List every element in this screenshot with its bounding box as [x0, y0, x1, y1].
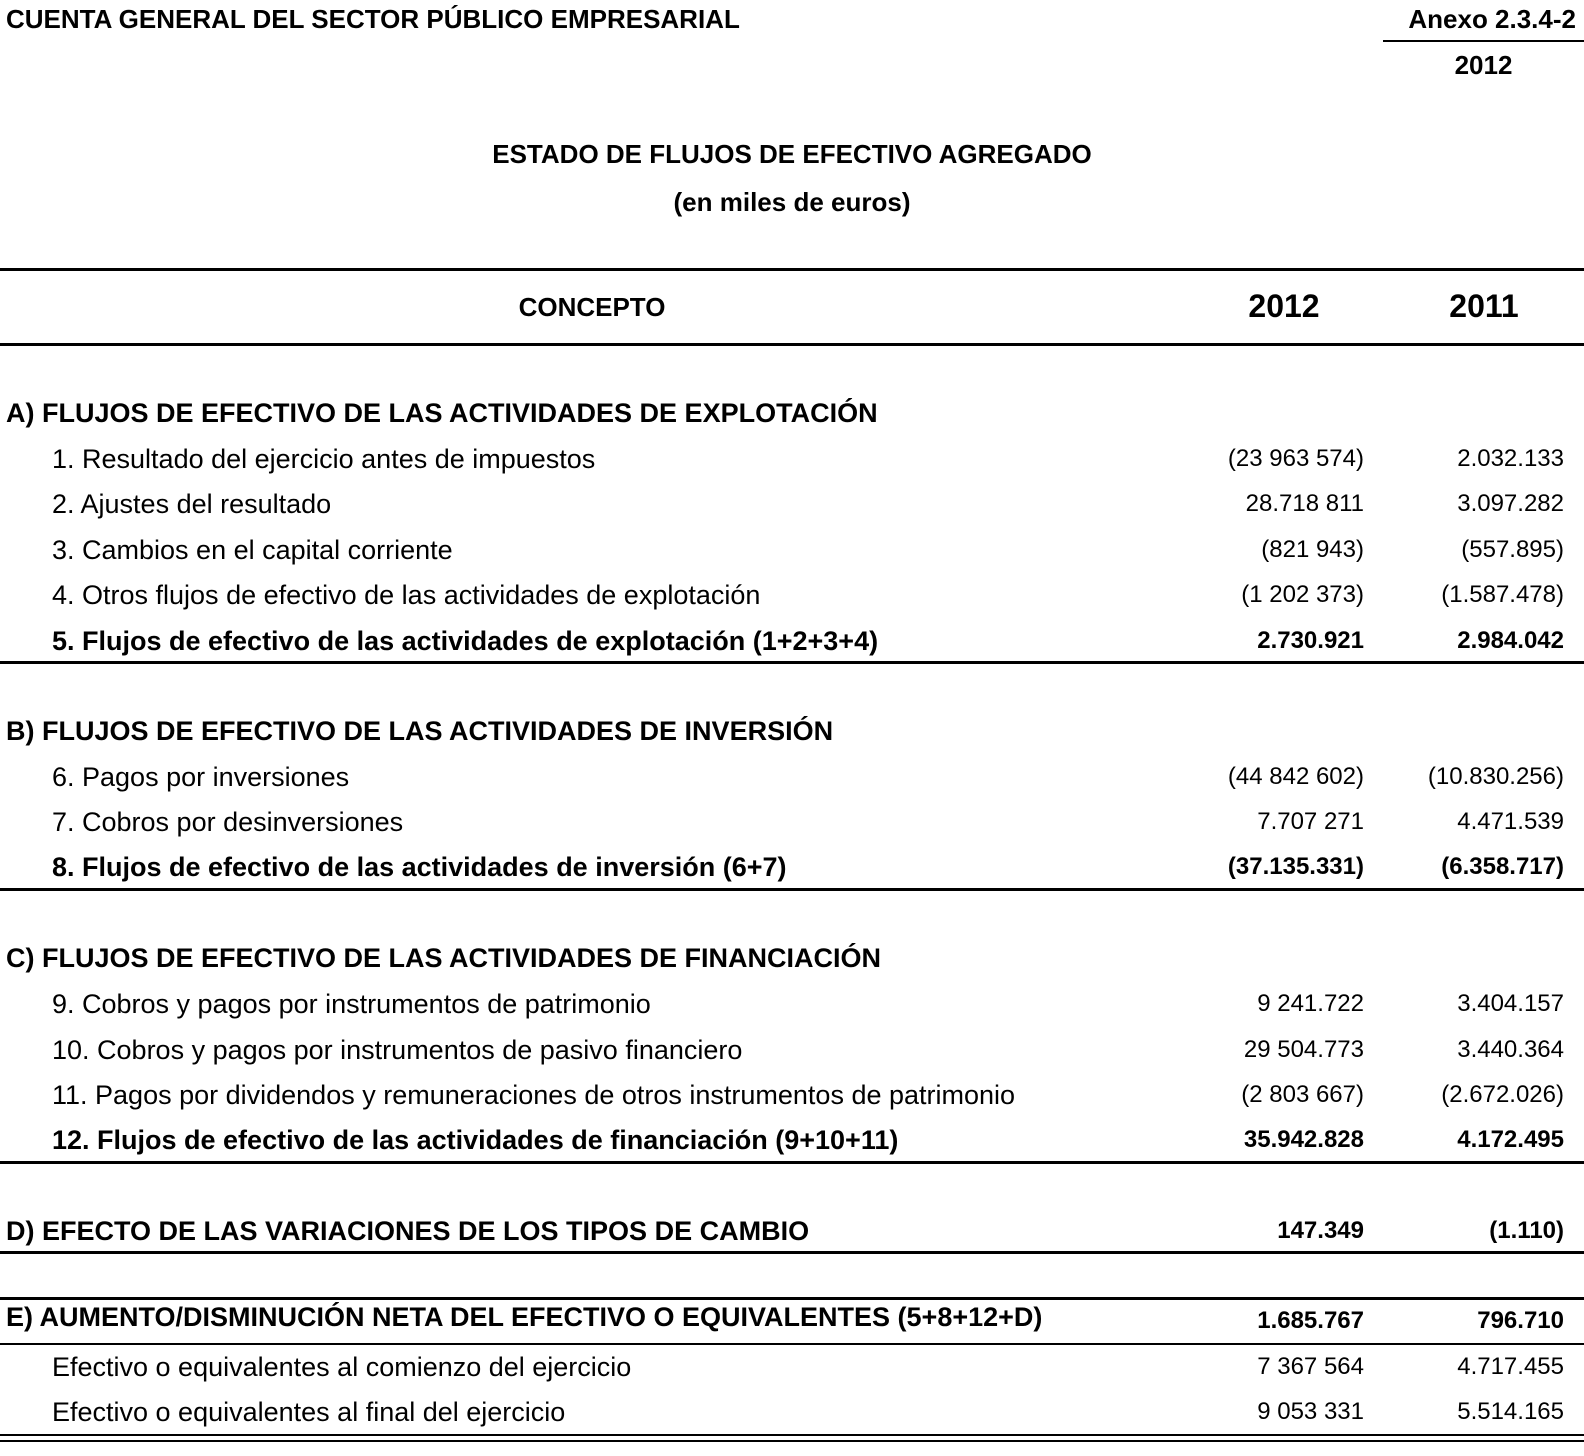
table-cell-2012: 29 504.773: [1243, 1036, 1364, 1063]
table-cell-2012: 7 367 564: [1257, 1353, 1364, 1380]
column-header-2011: 2011: [1449, 288, 1519, 324]
section-d-bottom-rule: [0, 1251, 1584, 1254]
report-org-title: CUENTA GENERAL DEL SECTOR PÚBLICO EMPRESARIAL: [6, 4, 740, 34]
statement-subtitle: (en miles de euros): [673, 187, 911, 217]
table-row-label: Efectivo o equivalentes al final del ejercicio: [52, 1397, 566, 1427]
table-row-label: 11. Pagos por dividendos y remuneraciones de otros instrumentos de patrimonio: [52, 1080, 1016, 1110]
section-d-title: D) EFECTO DE LAS VARIACIONES DE LOS TIPOS DE CAMBIO: [6, 1216, 810, 1246]
table-cell-2012: (44 842 602): [1227, 763, 1364, 790]
table-cell-2011: 3.404.157: [1457, 990, 1564, 1017]
table-cell-2011: 4.471.539: [1457, 808, 1564, 835]
table-row-label: Efectivo o equivalentes al comienzo del ejercicio: [52, 1352, 632, 1382]
section-b-title: B) FLUJOS DE EFECTIVO DE LAS ACTIVIDADES DE INVERSIÓN: [6, 716, 834, 746]
subtotal-2011: (6.358.717): [1441, 853, 1564, 880]
table-cell-2012: 9 241.722: [1257, 990, 1364, 1017]
section-c-bottom-rule: [0, 1161, 1584, 1164]
table-cell-2012: (2 803 667): [1241, 1081, 1364, 1108]
table-row-label: 7. Cobros por desinversiones: [52, 807, 404, 837]
subtotal-2012: 35.942.828: [1243, 1126, 1364, 1153]
section-e-divider: [0, 1343, 1584, 1345]
section-d-2011: (1.110): [1489, 1217, 1564, 1244]
section-b-bottom-rule: [0, 888, 1584, 891]
section-a-title: A) FLUJOS DE EFECTIVO DE LAS ACTIVIDADES DE EXPLOTACIÓN: [6, 398, 878, 428]
table-cell-2011: 3.440.364: [1457, 1036, 1564, 1063]
section-e-top-rule: [0, 1297, 1584, 1300]
table-cell-2012: 7.707 271: [1257, 808, 1364, 835]
table-cell-2011: (2.672.026): [1441, 1081, 1564, 1108]
table-cell-2011: (557.895): [1461, 536, 1564, 563]
subtotal-label: 8. Flujos de efectivo de las actividades de inversión (6+7): [52, 852, 787, 882]
subtotal-2012: (37.135.331): [1227, 853, 1364, 880]
table-row-label: 1. Resultado del ejercicio antes de impuestos: [52, 444, 596, 474]
statement-title: ESTADO DE FLUJOS DE EFECTIVO AGREGADO: [492, 139, 1092, 169]
table-cell-2011: 2.032.133: [1457, 445, 1564, 472]
table-top-rule: [0, 268, 1584, 271]
subtotal-2011: 2.984.042: [1457, 627, 1564, 654]
table-row-label: 3. Cambios en el capital corriente: [52, 535, 453, 565]
table-cell-2012: (821 943): [1261, 536, 1364, 563]
table-cell-2012: 9 053 331: [1257, 1398, 1364, 1425]
subtotal-label: 12. Flujos de efectivo de las actividades de financiación (9+10+11): [52, 1125, 899, 1155]
table-row-label: 10. Cobros y pagos por instrumentos de pasivo financiero: [52, 1035, 743, 1065]
section-e-2011: 796.710: [1477, 1307, 1564, 1334]
table-row-label: 4. Otros flujos de efectivo de las actividades de explotación: [52, 580, 761, 610]
column-header-2012: 2012: [1248, 288, 1320, 324]
table-cell-2011: 3.097.282: [1457, 490, 1564, 517]
table-cell-2011: 5.514.165: [1457, 1398, 1564, 1425]
section-e-title: E) AUMENTO/DISMINUCIÓN NETA DEL EFECTIVO O EQUIVALENTES (5+8+12+D): [6, 1302, 1043, 1332]
table-cell-2012: (23 963 574): [1227, 445, 1364, 472]
subtotal-2011: 4.172.495: [1457, 1126, 1564, 1153]
table-row-label: 6. Pagos por inversiones: [52, 762, 350, 792]
table-cell-2012: 28.718 811: [1245, 490, 1364, 517]
annex-year: 2012: [1454, 50, 1513, 80]
table-cell-2011: 4.717.455: [1457, 1353, 1564, 1380]
column-header-concept: CONCEPTO: [518, 292, 666, 322]
table-row-label: 2. Ajustes del resultado: [52, 489, 332, 519]
section-e-2012: 1.685.767: [1257, 1307, 1364, 1334]
header-bottom-rule: [0, 343, 1584, 346]
table-cell-2011: (10.830.256): [1427, 763, 1564, 790]
subtotal-2012: 2.730.921: [1257, 627, 1364, 654]
section-d-2012: 147.349: [1277, 1217, 1364, 1244]
section-a-bottom-rule: [0, 661, 1584, 664]
table-cell-2012: (1 202 373): [1241, 581, 1364, 608]
table-bottom-rule-1: [0, 1434, 1584, 1436]
annex-divider: [1383, 40, 1584, 42]
section-c-title: C) FLUJOS DE EFECTIVO DE LAS ACTIVIDADES DE FINANCIACIÓN: [6, 943, 882, 973]
table-bottom-rule-2: [0, 1440, 1584, 1442]
table-row-label: 9. Cobros y pagos por instrumentos de patrimonio: [52, 989, 651, 1019]
subtotal-label: 5. Flujos de efectivo de las actividades de explotación (1+2+3+4): [52, 626, 879, 656]
annex-label: Anexo 2.3.4-2: [1408, 4, 1576, 34]
table-cell-2011: (1.587.478): [1441, 581, 1564, 608]
